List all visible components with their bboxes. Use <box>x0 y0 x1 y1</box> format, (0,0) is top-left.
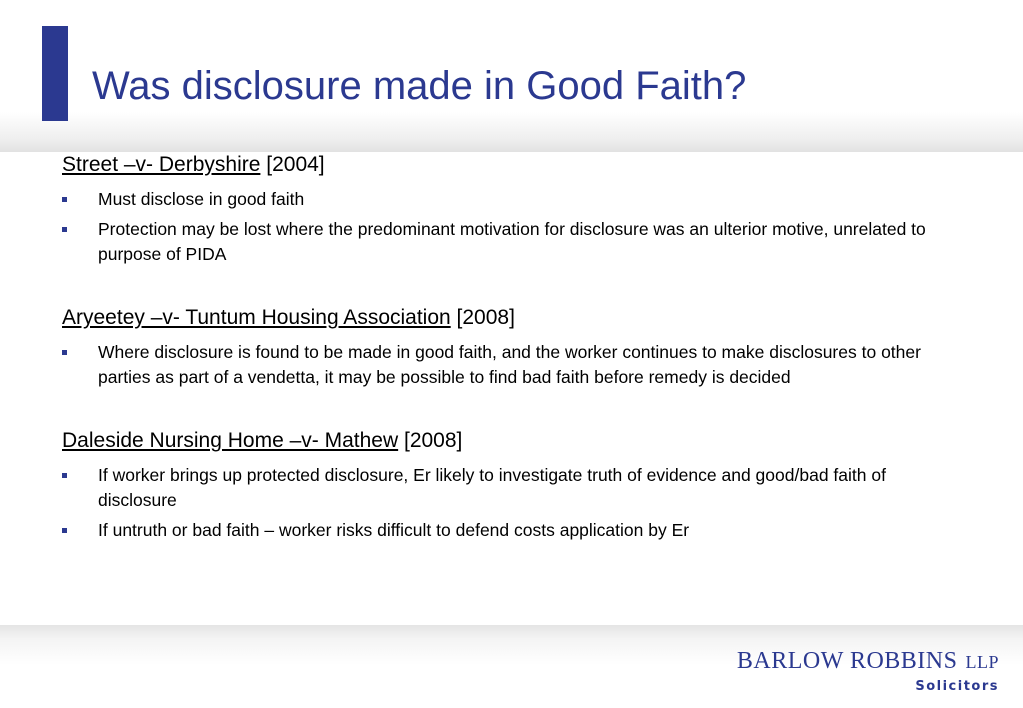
square-bullet-icon <box>62 350 67 355</box>
company-logo <box>737 648 999 694</box>
square-bullet-icon <box>62 528 67 533</box>
bullet-text: Protection may be lost where the predominant motivation for disclosure was an ulterior motive, unrelated to purpose of PIDA <box>98 219 926 264</box>
case-street-v-derbyshire <box>62 152 962 267</box>
square-bullet-icon <box>62 197 67 202</box>
logo-tagline: Solicitors <box>915 679 999 694</box>
bullet-text: If worker brings up protected disclosure, Er likely to investigate truth of evidence and good/bad faith of disclosure <box>98 465 886 510</box>
bullet-text: Where disclosure is found to be made in good faith, and the worker continues to make disclosures to other parties as part of a vendetta, it may be possible to find bad faith before remedy is decided <box>98 342 921 387</box>
case-aryeetey-v-tuntum <box>62 305 962 390</box>
case-name: Street –v- Derbyshire <box>62 153 261 176</box>
case-name: Daleside Nursing Home –v- Mathew <box>62 429 399 452</box>
logo-suffix: LLP <box>965 652 999 672</box>
list-item <box>62 217 962 267</box>
logo-wordmark <box>737 648 999 675</box>
list-item <box>62 340 962 390</box>
list-item <box>62 518 962 543</box>
bullet-list <box>62 187 962 267</box>
slide-content <box>62 152 962 543</box>
logo-name: BARLOW ROBBINS <box>736 648 958 674</box>
square-bullet-icon <box>62 473 67 478</box>
case-daleside-v-mathew <box>62 428 962 543</box>
case-heading <box>62 428 962 454</box>
list-item <box>62 463 962 513</box>
bullet-text: If untruth or bad faith – worker risks difficult to defend costs application by Er <box>98 520 690 540</box>
bullet-text: Must disclose in good faith <box>98 189 305 209</box>
case-name: Aryeetey –v- Tuntum Housing Association <box>62 306 451 329</box>
bullet-list <box>62 463 962 543</box>
case-year: [2008] <box>403 429 463 452</box>
list-item <box>62 187 962 212</box>
bullet-list <box>62 340 962 390</box>
square-bullet-icon <box>62 227 67 232</box>
title-accent-bar <box>42 26 68 121</box>
case-year: [2004] <box>266 153 325 176</box>
case-year: [2008] <box>456 306 515 329</box>
slide-title: Was disclosure made in Good Faith? <box>92 64 747 108</box>
case-heading <box>62 152 962 178</box>
case-heading <box>62 305 962 331</box>
